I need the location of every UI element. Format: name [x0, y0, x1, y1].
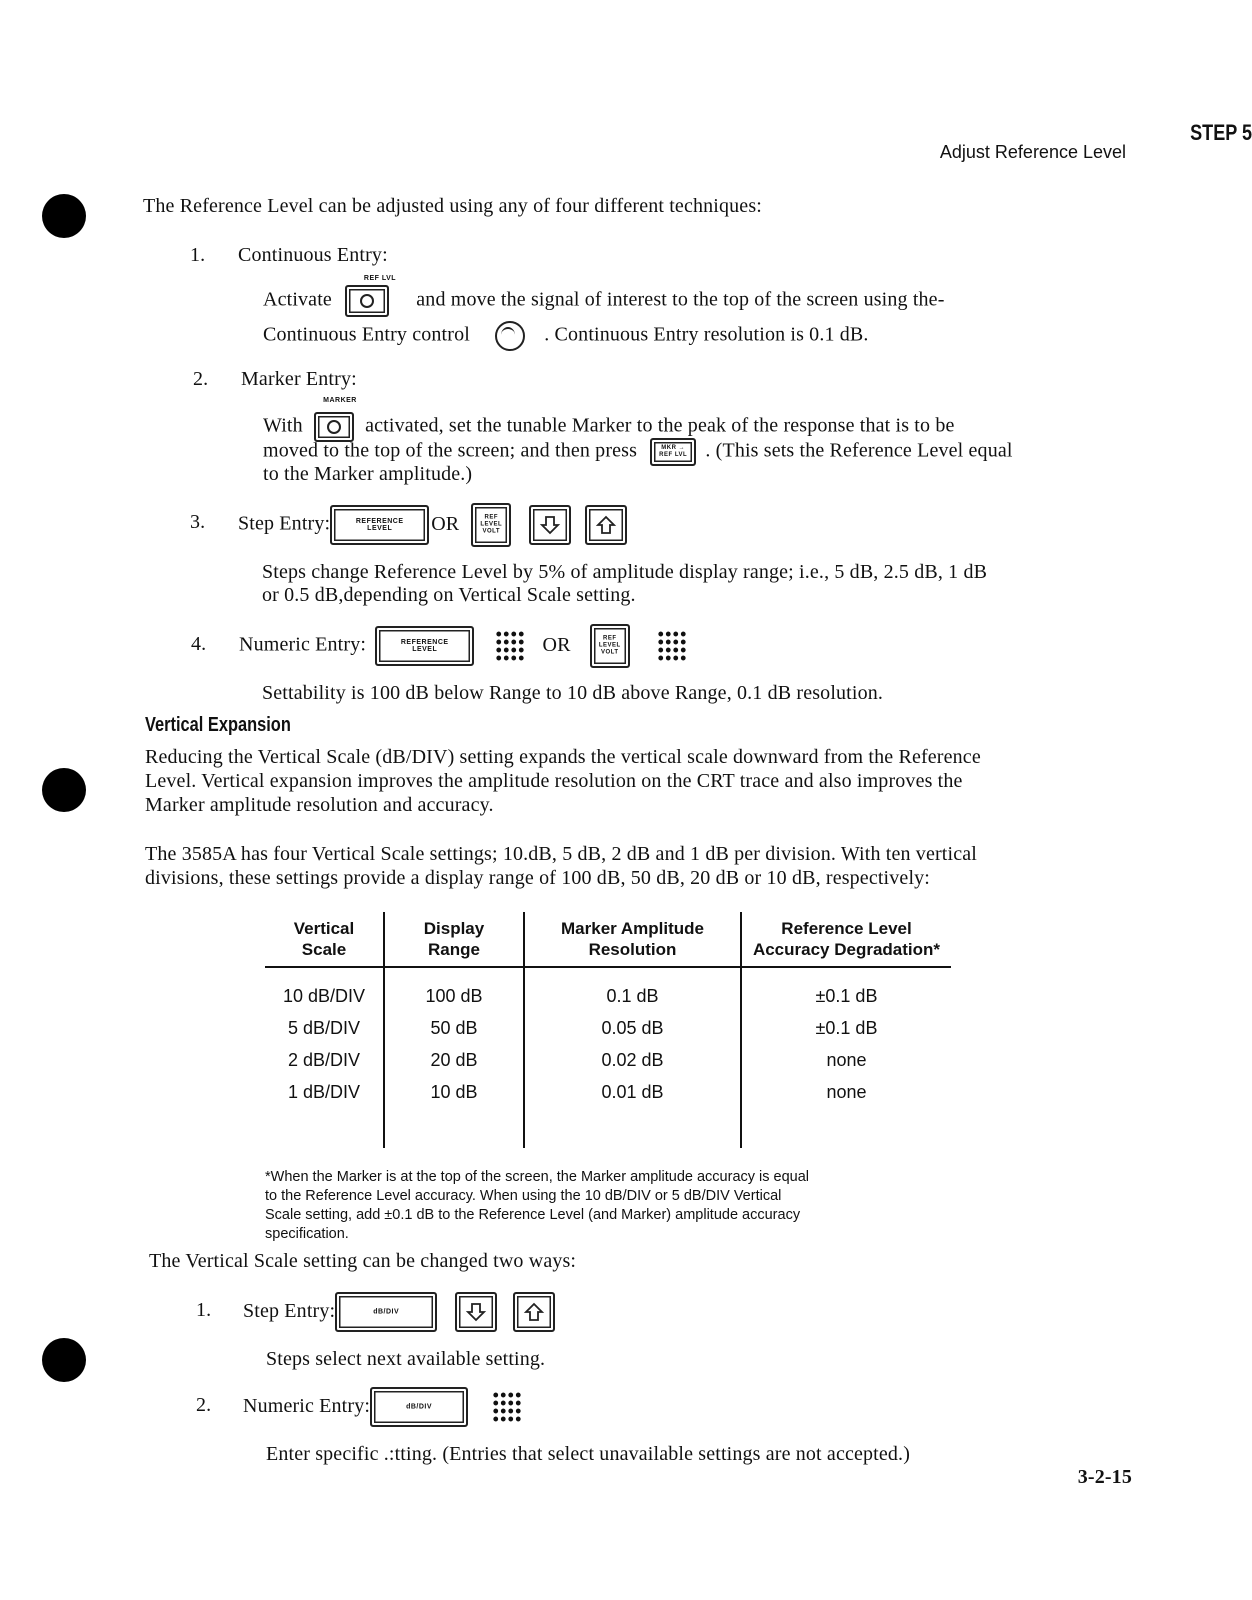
marker-line-3: to the Marker amplitude.) — [263, 463, 473, 485]
item-number: 4. — [191, 633, 207, 655]
step-entry-row — [238, 503, 627, 543]
intro-text: The Reference Level can be adjusted using any of four different techniques: — [143, 195, 762, 217]
ve-para-2-line-2: divisions, these settings provide a display range of 100 dB, 50 dB, 20 dB or 10 dB, respectively: — [145, 867, 931, 889]
ref-level-volt-key[interactable] — [471, 503, 511, 547]
refvolt-line-2: LEVEL — [480, 521, 503, 528]
ref-level-volt-key[interactable] — [590, 624, 630, 668]
numeric-keypad-icon[interactable] — [492, 1391, 522, 1423]
vertical-scale-table: Vertical Scale Display Range Marker Amplitude Resolution Reference Level Accuracy Degradation* 10 dB/DIV 100 dB 0.1 dB ±0.1 dB 5 dB/DIV 50 dB 0.05 dB ±0.1 dB 2 dB/DIV 20 dB 0.02 dB none 1 dB/DIV 10 dB 0.01 dB none — [265, 912, 951, 1148]
item-title: Numeric Entry: — [243, 1395, 371, 1417]
ref-lvl-key-caption: REF LVL — [363, 275, 397, 282]
arrow-up-icon — [597, 515, 615, 535]
arrow-down-icon — [541, 515, 559, 535]
binder-hole-bottom — [42, 1338, 86, 1382]
numeric-entry-row — [239, 624, 687, 664]
step-desc-2: or 0.5 dB,depending on Vertical Scale setting. — [262, 584, 636, 606]
item-number: 2. — [196, 1394, 212, 1416]
circle-icon — [327, 420, 341, 434]
item-number: 2. — [193, 368, 209, 390]
continuous-line-1 — [263, 285, 1123, 317]
db-div-key-label: dB/DIV — [406, 1403, 433, 1411]
marker-line-2a: moved to the top of the screen; and then press — [263, 439, 638, 462]
ve-para-1-line-2: Level. Vertical expansion improves the amplitude resolution on the CRT trace and also improves the — [145, 770, 963, 792]
with-word: With — [263, 414, 303, 437]
arrow-down-icon — [467, 1302, 485, 1322]
step-up-key[interactable] — [585, 505, 627, 545]
table-footnote: *When the Marker is at the top of the screen, the Marker amplitude accuracy is equal to the Reference Level accuracy. When using the 10 dB/DIV or 5 dB/DIV Vertical Scale setting, add ±0.1 dB to the Reference Level (and Marker) amplitude accuracy specification. — [265, 1169, 810, 1242]
db-div-key[interactable] — [335, 1292, 437, 1332]
item-title: Numeric Entry: — [239, 633, 367, 656]
continuous-entry-knob-icon[interactable] — [495, 321, 525, 351]
mkr-ref-lvl-key[interactable] — [650, 438, 696, 466]
ve-para-1-line-3: Marker amplitude resolution and accuracy. — [145, 794, 494, 816]
refvolt-line-3: VOLT — [601, 649, 619, 656]
item-number: 3. — [190, 511, 206, 533]
or-word: OR — [431, 512, 460, 535]
db-div-key-label: dB/DIV — [373, 1308, 400, 1316]
ref-key-line-2: LEVEL — [367, 525, 393, 532]
reference-level-key[interactable] — [375, 626, 474, 666]
mkr-key-line-1: MKR → — [661, 445, 686, 451]
binder-hole-top — [42, 194, 86, 238]
item-title: Continuous Entry: — [238, 244, 388, 266]
numeric-desc: Settability is 100 dB below Range to 10 dB above Range, 0.1 dB resolution. — [262, 682, 884, 704]
ve-para-2-line-1: The 3585A has four Vertical Scale settings; 10.dB, 5 dB, 2 dB and 1 dB per division. With ten vertical — [145, 843, 977, 865]
step-subtitle: Adjust Reference Level — [939, 142, 1126, 162]
ref-key-line-1: REFERENCE — [355, 518, 404, 525]
vscale-step-row — [243, 1291, 555, 1331]
marker-line-1-rest: activated, set the tunable Marker to the peak of the response that is to be — [365, 414, 955, 437]
activate-word: Activate — [263, 288, 332, 311]
binder-hole-middle — [42, 768, 86, 812]
section-heading: Vertical Expansion — [145, 714, 291, 736]
refvolt-line-3: VOLT — [482, 528, 501, 535]
item-number: 1. — [196, 1299, 212, 1321]
ref-key-line-2: LEVEL — [412, 646, 438, 653]
page-number: 3-2-15 — [1077, 1466, 1132, 1488]
step-down-key[interactable] — [455, 1292, 497, 1332]
continuous-line-1-rest: and move the signal of interest to the top of the screen using the- — [416, 288, 945, 311]
item-title: Step Entry: — [238, 512, 331, 535]
item-title: Step Entry: — [243, 1300, 336, 1322]
table-header-rule — [265, 966, 951, 968]
table-header-cell: Marker Amplitude Resolution — [561, 919, 704, 959]
item-number: 1. — [190, 244, 206, 266]
marker-line-2b: . (This sets the Reference Level equal — [705, 439, 1013, 462]
arrow-up-icon — [525, 1302, 543, 1322]
ve-para-1-line-1: Reducing the Vertical Scale (dB/DIV) setting expands the vertical scale downward from the Reference — [145, 746, 981, 768]
table-header-cell: Vertical Scale — [293, 919, 355, 959]
or-word: OR — [542, 633, 571, 656]
vscale-intro: The Vertical Scale setting can be changed two ways: — [149, 1250, 577, 1272]
refvolt-line-2: LEVEL — [598, 642, 621, 649]
db-div-key[interactable] — [370, 1387, 468, 1427]
step-desc-1: Steps change Reference Level by 5% of amplitude display range; i.e., 5 dB, 2.5 dB, 1 dB — [262, 561, 988, 583]
step-up-key[interactable] — [513, 1292, 555, 1332]
item-title: Marker Entry: — [241, 368, 357, 390]
numeric-keypad-icon[interactable] — [495, 630, 525, 662]
vscale-numeric-desc: Enter specific .:tting. (Entries that select unavailable settings are not accepted.) — [266, 1443, 911, 1465]
step-down-key[interactable] — [529, 505, 571, 545]
circle-icon — [360, 294, 374, 308]
marker-key-caption: MARKER — [323, 397, 357, 404]
numeric-keypad-icon[interactable] — [657, 630, 687, 662]
table-header-cell: Reference Level Accuracy Degradation* — [752, 919, 941, 959]
vscale-step-desc: Steps select next available setting. — [266, 1348, 546, 1370]
refvolt-line-1: REF — [484, 514, 499, 521]
continuous-line-2a: Continuous Entry control — [263, 323, 470, 346]
vscale-numeric-row — [243, 1386, 522, 1426]
mkr-key-line-2: REF LVL — [659, 452, 688, 458]
ref-key-line-1: REFERENCE — [400, 639, 449, 646]
ref-lvl-key[interactable] — [345, 285, 389, 317]
continuous-line-2b: . Continuous Entry resolution is 0.1 dB. — [544, 323, 869, 346]
table-header-cell: Display Range — [423, 919, 485, 959]
refvolt-line-1: REF — [603, 635, 617, 642]
step-label: STEP 5 — [1190, 120, 1252, 145]
reference-level-key[interactable] — [330, 505, 429, 545]
continuous-line-2 — [263, 321, 1123, 351]
